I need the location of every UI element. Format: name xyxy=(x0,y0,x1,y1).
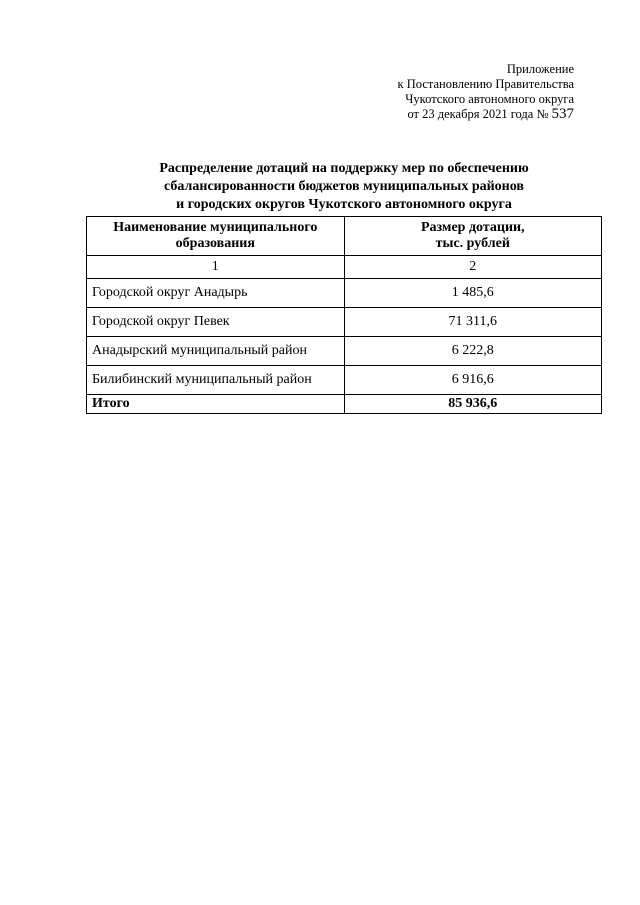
table-row xyxy=(87,308,602,337)
header-municipality xyxy=(87,217,345,256)
appendix-date-line xyxy=(398,107,574,122)
row-municipality: Анадырский муниципальный район xyxy=(87,337,345,366)
column-index-2: 2 xyxy=(344,256,601,279)
title-line-3: и городских округов Чукотского автономного округа xyxy=(176,197,512,212)
header-municipality-line-1: Наименование муниципального xyxy=(113,220,318,235)
row-amount: 1 485,6 xyxy=(344,279,601,308)
row-municipality: Городской округ Анадырь xyxy=(87,279,345,308)
row-amount: 6 222,8 xyxy=(344,337,601,366)
header-amount xyxy=(344,217,601,256)
row-municipality: Билибинский муниципальный район xyxy=(87,366,345,395)
header-amount-line-1: Размер дотации, xyxy=(420,220,525,235)
table-row xyxy=(87,279,602,308)
title-line-2: сбалансированности бюджетов муниципальных районов xyxy=(164,179,524,194)
header-amount-line-2: тыс. рублей xyxy=(435,236,510,251)
table-header-row xyxy=(87,217,602,256)
document-title xyxy=(86,160,602,214)
row-amount: 6 916,6 xyxy=(344,366,601,395)
subsidy-table xyxy=(86,216,602,414)
appendix-line-2: к Постановлению Правительства xyxy=(397,77,574,91)
total-label: Итого xyxy=(87,395,345,414)
header-municipality-line-2: образования xyxy=(175,236,255,251)
appendix-header xyxy=(398,62,574,122)
table-row xyxy=(87,337,602,366)
row-municipality: Городской округ Певек xyxy=(87,308,345,337)
row-amount: 71 311,6 xyxy=(344,308,601,337)
total-row xyxy=(87,395,602,414)
appendix-date: от 23 декабря 2021 года № xyxy=(407,107,552,121)
total-amount: 85 936,6 xyxy=(344,395,601,414)
column-index-row xyxy=(87,256,602,279)
appendix-line-1: Приложение xyxy=(506,62,574,76)
resolution-number: 537 xyxy=(551,106,574,122)
title-line-1: Распределение дотаций на поддержку мер по обеспечению xyxy=(159,161,529,176)
appendix-line-3: Чукотского автономного округа xyxy=(405,92,574,106)
column-index-1: 1 xyxy=(87,256,345,279)
table-row xyxy=(87,366,602,395)
